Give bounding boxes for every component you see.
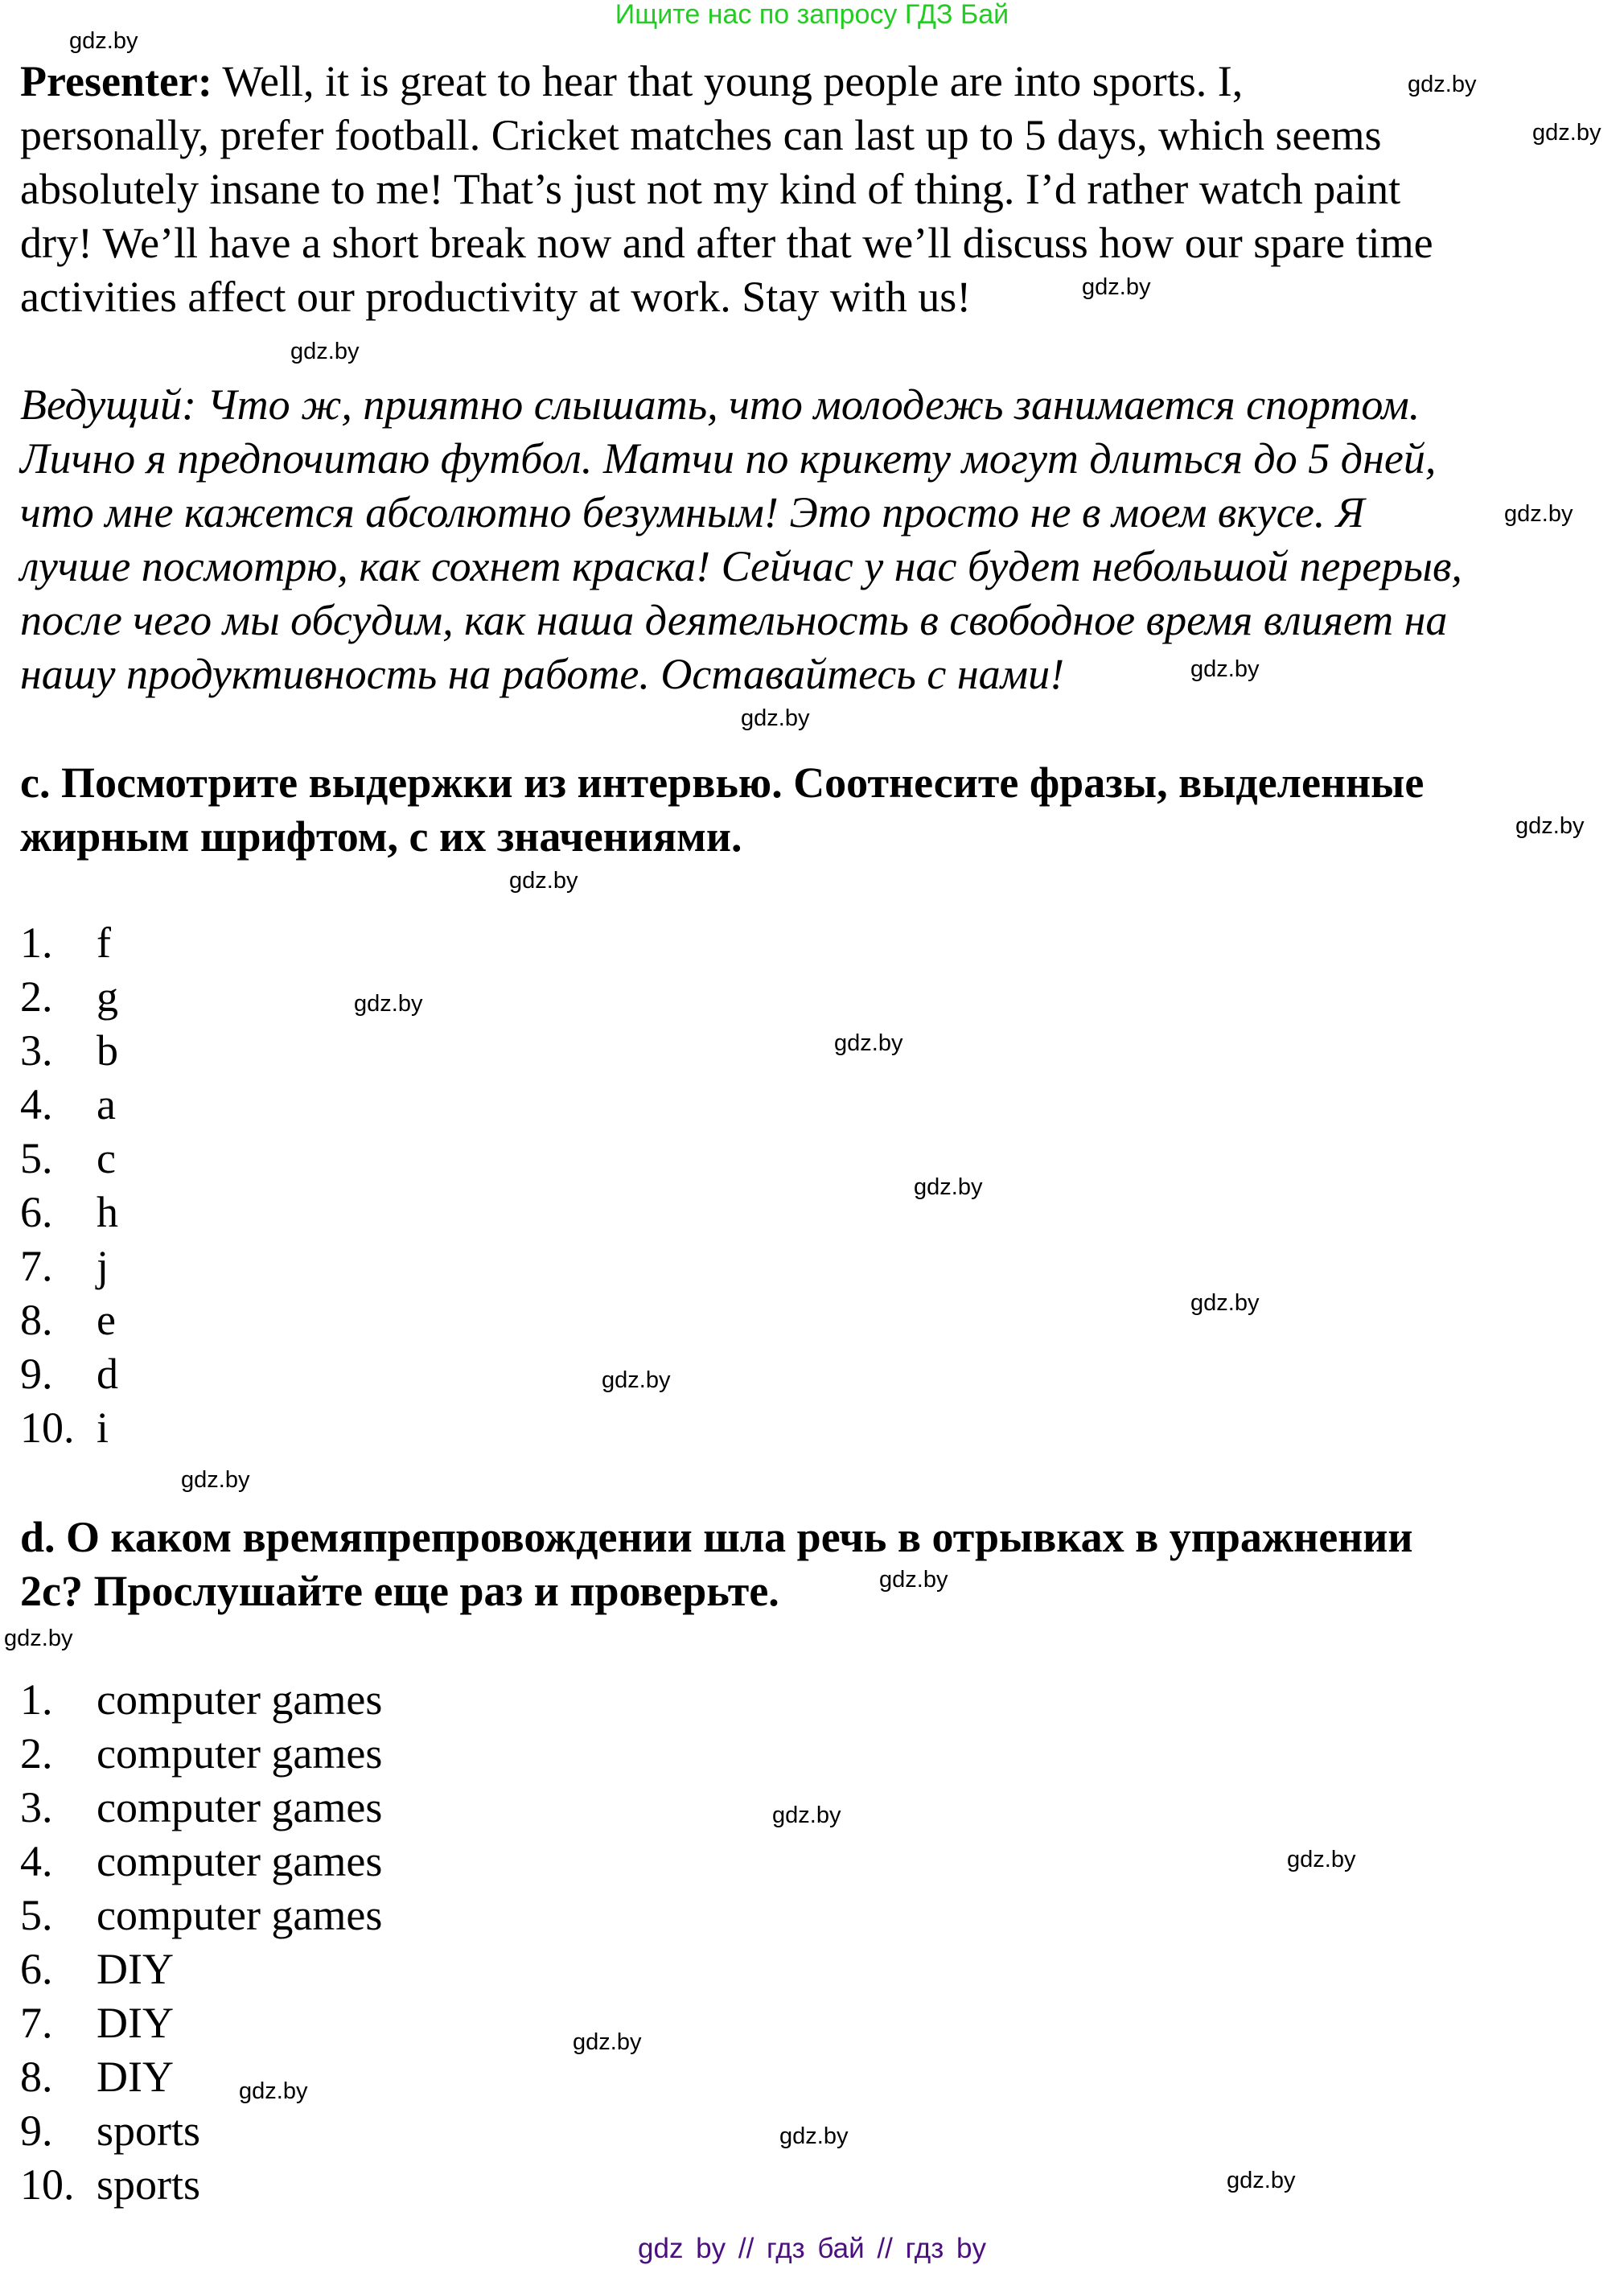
- answer-item: [20, 1239, 118, 1293]
- answer-number: 10.: [20, 2160, 75, 2209]
- answer-item: [20, 1024, 118, 1078]
- answer-value: sports: [97, 2107, 201, 2155]
- text-line: Well, it is great to hear that young people are into sports. I,: [212, 57, 1244, 105]
- answer-number: 3.: [20, 1026, 53, 1075]
- watermark: gdz.by: [69, 28, 138, 54]
- answer-number: 5.: [20, 1891, 53, 1939]
- answer-value: b: [97, 1026, 118, 1075]
- answer-number: 5.: [20, 1134, 53, 1182]
- answer-value: computer games: [97, 1729, 383, 1778]
- answer-value: h: [97, 1188, 118, 1236]
- watermark: gdz.by: [879, 1567, 948, 1593]
- answer-number: 9.: [20, 2107, 53, 2155]
- watermark: gdz.by: [1287, 1847, 1356, 1872]
- answer-number: 7.: [20, 1999, 53, 2047]
- watermark: gdz.by: [741, 705, 810, 731]
- answer-item: [20, 1132, 118, 1186]
- watermark: gdz.by: [1408, 72, 1477, 97]
- answer-number: 6.: [20, 1188, 53, 1236]
- task-d-answers: [20, 1673, 382, 2212]
- answer-item: [20, 1293, 118, 1347]
- answer-value: j: [97, 1242, 109, 1290]
- answer-number: 4.: [20, 1080, 53, 1128]
- text-line: absolutely insane to me! That’s just not my kind of thing. I’d rather watch paint: [20, 165, 1401, 213]
- watermark: gdz.by: [354, 991, 423, 1017]
- watermark: gdz.by: [239, 2078, 308, 2104]
- text-line: dry! We’ll have a short break now and after that we’ll discuss how our spare time: [20, 219, 1433, 267]
- answer-item: [20, 1401, 118, 1455]
- watermark: gdz.by: [1227, 2168, 1296, 2193]
- speaker-label: Presenter:: [20, 57, 212, 105]
- heading-line: d. О каком времяпрепровождении шла речь в отрывках в упражнении: [20, 1513, 1413, 1561]
- answer-item: [20, 1781, 382, 1835]
- answer-number: 7.: [20, 1242, 53, 1290]
- answer-value: a: [97, 1080, 116, 1128]
- watermark: gdz.by: [1190, 656, 1260, 682]
- answer-item: [20, 2158, 382, 2212]
- answer-item: [20, 1727, 382, 1781]
- answer-number: 3.: [20, 1783, 53, 1831]
- presenter-paragraph: [20, 55, 1433, 324]
- answer-number: 6.: [20, 1945, 53, 1993]
- task-c-heading: [20, 756, 1424, 864]
- answer-value: c: [97, 1134, 116, 1182]
- text-line: что мне кажется абсолютно безумным! Это просто не в моем вкусе. Я: [20, 488, 1365, 536]
- answer-number: 1.: [20, 1675, 53, 1724]
- answer-item: [20, 1078, 118, 1132]
- task-d-heading: [20, 1511, 1413, 1618]
- watermark: gdz.by: [602, 1367, 671, 1393]
- answer-value: e: [97, 1296, 116, 1344]
- answer-value: DIY: [97, 1945, 174, 1993]
- answer-item: [20, 1889, 382, 1942]
- footer-links: gdz by // гдз бай // гдз by: [638, 2233, 986, 2264]
- watermark: gdz.by: [772, 1802, 841, 1828]
- watermark: gdz.by: [509, 868, 578, 894]
- text-line: нашу продуктивность на работе. Оставайтесь с нами!: [20, 650, 1065, 698]
- answer-number: 4.: [20, 1837, 53, 1885]
- watermark: gdz.by: [4, 1626, 73, 1651]
- text-line: activities affect our productivity at work. Stay with us!: [20, 273, 972, 321]
- answer-value: i: [97, 1404, 109, 1452]
- answer-number: 2.: [20, 972, 53, 1021]
- answer-number: 1.: [20, 919, 53, 967]
- answer-item: [20, 916, 118, 970]
- watermark: gdz.by: [1515, 813, 1585, 839]
- answer-value: g: [97, 972, 118, 1021]
- text-line: personally, prefer football. Cricket matches can last up to 5 days, which seems: [20, 111, 1382, 159]
- answer-value: DIY: [97, 1999, 174, 2047]
- heading-line: жирным шрифтом, с их значениями.: [20, 812, 742, 861]
- answer-item: [20, 1942, 382, 1996]
- answer-number: 8.: [20, 2053, 53, 2101]
- answer-value: DIY: [97, 2053, 174, 2101]
- watermark: gdz.by: [1082, 274, 1151, 300]
- heading-line: 2c? Прослушайте еще раз и проверьте.: [20, 1567, 779, 1615]
- answer-number: 2.: [20, 1729, 53, 1778]
- answer-value: d: [97, 1350, 118, 1398]
- watermark: gdz.by: [779, 2123, 849, 2149]
- answer-value: computer games: [97, 1837, 383, 1885]
- answer-item: [20, 1996, 382, 2050]
- answer-value: computer games: [97, 1783, 383, 1831]
- text-line: Лично я предпочитаю футбол. Матчи по крикету могут длиться до 5 дней,: [20, 434, 1437, 483]
- answer-item: [20, 1186, 118, 1239]
- translation-paragraph: [20, 378, 1462, 701]
- watermark: gdz.by: [573, 2029, 642, 2055]
- watermark: gdz.by: [1190, 1290, 1260, 1316]
- watermark: gdz.by: [834, 1030, 903, 1056]
- answer-value: f: [97, 919, 111, 967]
- answer-item: [20, 2104, 382, 2158]
- heading-line: c. Посмотрите выдержки из интервью. Соотнесите фразы, выделенные: [20, 758, 1425, 807]
- answer-item: [20, 1835, 382, 1889]
- answer-value: computer games: [97, 1891, 383, 1939]
- watermark: gdz.by: [290, 339, 360, 364]
- watermark: gdz.by: [1532, 120, 1601, 146]
- watermark: gdz.by: [181, 1467, 250, 1493]
- promo-banner: Ищите нас по запросу ГДЗ Бай: [615, 0, 1009, 30]
- answer-item: [20, 970, 118, 1024]
- answer-number: 9.: [20, 1350, 53, 1398]
- text-line: Ведущий: Что ж, приятно слышать, что молодежь занимается спортом.: [20, 380, 1420, 429]
- answer-number: 10.: [20, 1404, 75, 1452]
- answer-item: [20, 1347, 118, 1401]
- answer-value: sports: [97, 2160, 201, 2209]
- answer-item: [20, 1673, 382, 1727]
- task-c-answers: [20, 916, 118, 1455]
- watermark: gdz.by: [1504, 501, 1573, 527]
- answer-item: [20, 2050, 382, 2104]
- answer-number: 8.: [20, 1296, 53, 1344]
- answer-value: computer games: [97, 1675, 383, 1724]
- watermark: gdz.by: [914, 1174, 983, 1200]
- text-line: лучше посмотрю, как сохнет краска! Сейчас у нас будет небольшой перерыв,: [20, 542, 1462, 590]
- text-line: после чего мы обсудим, как наша деятельность в свободное время влияет на: [20, 596, 1448, 644]
